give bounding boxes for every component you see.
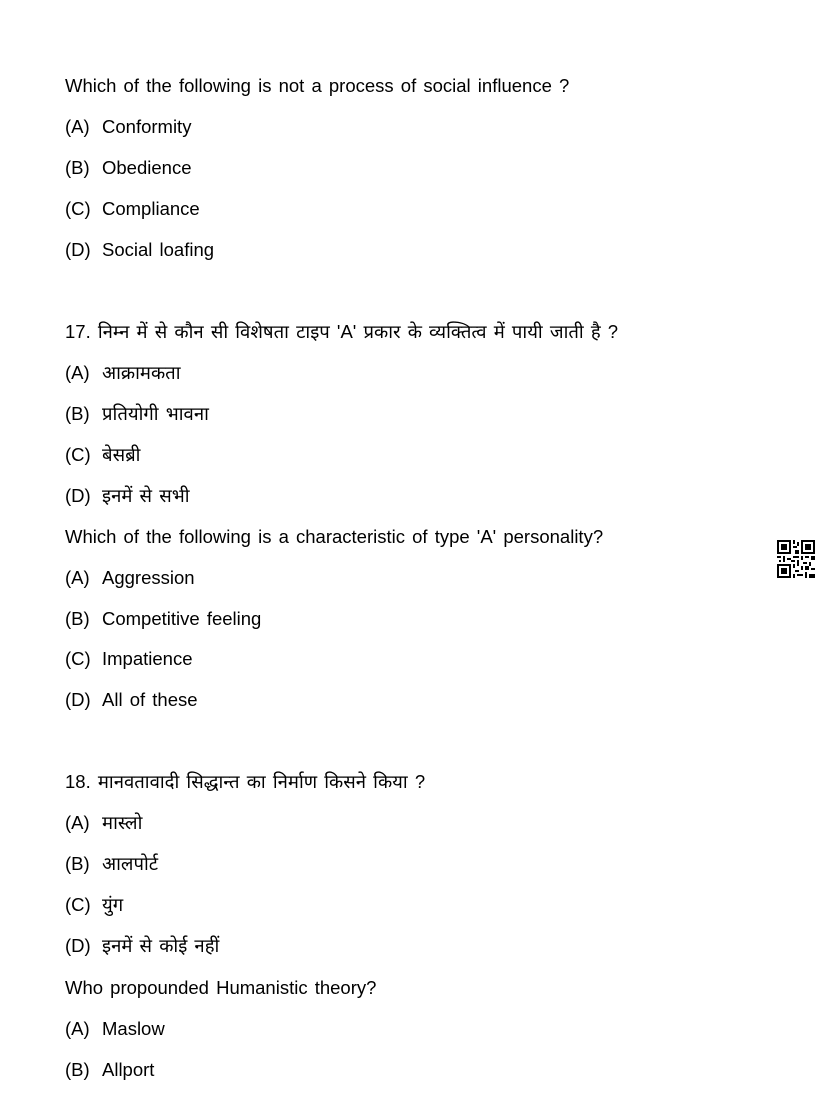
option-16-c bbox=[65, 197, 200, 221]
option-text: Impatience bbox=[102, 648, 193, 669]
option-17-hi-b bbox=[65, 402, 209, 426]
option-text: प्रतियोगी भावना bbox=[102, 403, 209, 424]
option-label: (D) bbox=[65, 239, 91, 260]
option-text: Compliance bbox=[102, 198, 200, 219]
option-17-hi-c bbox=[65, 443, 140, 467]
option-17-d bbox=[65, 688, 198, 712]
option-label: (B) bbox=[65, 403, 90, 424]
question-17-english: Which of the following is a characteristic of type 'A' personality? bbox=[65, 526, 604, 547]
option-18-hi-a bbox=[65, 811, 142, 835]
option-label: (D) bbox=[65, 485, 91, 506]
option-label: (C) bbox=[65, 648, 91, 669]
option-text: Social loafing bbox=[102, 239, 215, 260]
option-text: Competitive feeling bbox=[102, 608, 262, 629]
option-16-b bbox=[65, 156, 191, 180]
option-label: (B) bbox=[65, 853, 90, 874]
option-label: (B) bbox=[65, 608, 90, 629]
option-17-c bbox=[65, 647, 193, 671]
option-18-hi-c bbox=[65, 893, 123, 917]
option-label: (C) bbox=[65, 444, 91, 465]
option-text: Allport bbox=[102, 1059, 155, 1080]
option-text: Maslow bbox=[102, 1018, 165, 1039]
option-text: All of these bbox=[102, 689, 198, 710]
option-text: आलपोर्ट bbox=[102, 853, 159, 874]
option-label: (A) bbox=[65, 567, 90, 588]
option-label: (A) bbox=[65, 116, 90, 137]
option-17-b bbox=[65, 607, 261, 631]
option-16-d bbox=[65, 238, 214, 262]
option-label: (A) bbox=[65, 812, 90, 833]
qr-code-icon bbox=[777, 540, 815, 578]
question-16-english: Which of the following is not a process of social influence ? bbox=[65, 75, 570, 96]
option-label: (B) bbox=[65, 1059, 90, 1080]
question-18-hindi: 18. मानवतावादी सिद्धान्त का निर्माण किसने किया ? bbox=[65, 771, 426, 792]
option-18-b bbox=[65, 1058, 154, 1082]
option-17-hi-a bbox=[65, 361, 181, 385]
option-text: Conformity bbox=[102, 116, 192, 137]
option-text: Aggression bbox=[102, 567, 195, 588]
option-18-a bbox=[65, 1017, 165, 1041]
option-17-a bbox=[65, 566, 195, 590]
option-label: (D) bbox=[65, 935, 91, 956]
option-text: युंग bbox=[102, 894, 124, 915]
option-label: (C) bbox=[65, 198, 91, 219]
option-18-hi-b bbox=[65, 852, 158, 876]
option-text: इनमें से सभी bbox=[102, 485, 190, 506]
option-label: (A) bbox=[65, 362, 90, 383]
option-label: (B) bbox=[65, 157, 90, 178]
option-16-a bbox=[65, 115, 191, 139]
option-17-hi-d bbox=[65, 484, 190, 508]
option-label: (A) bbox=[65, 1018, 90, 1039]
option-text: मास्लो bbox=[102, 812, 143, 833]
option-text: बेसब्री bbox=[102, 444, 141, 465]
option-label: (D) bbox=[65, 689, 91, 710]
option-label: (C) bbox=[65, 894, 91, 915]
question-18-english: Who propounded Humanistic theory? bbox=[65, 977, 377, 998]
option-18-hi-d bbox=[65, 934, 219, 958]
option-text: Obedience bbox=[102, 157, 192, 178]
question-17-hindi: 17. निम्न में से कौन सी विशेषता टाइप 'A' प्रकार के व्यक्तित्व में पायी जाती है ? bbox=[65, 321, 619, 342]
option-text: आक्रामकता bbox=[102, 362, 181, 383]
option-text: इनमें से कोई नहीं bbox=[102, 935, 220, 956]
